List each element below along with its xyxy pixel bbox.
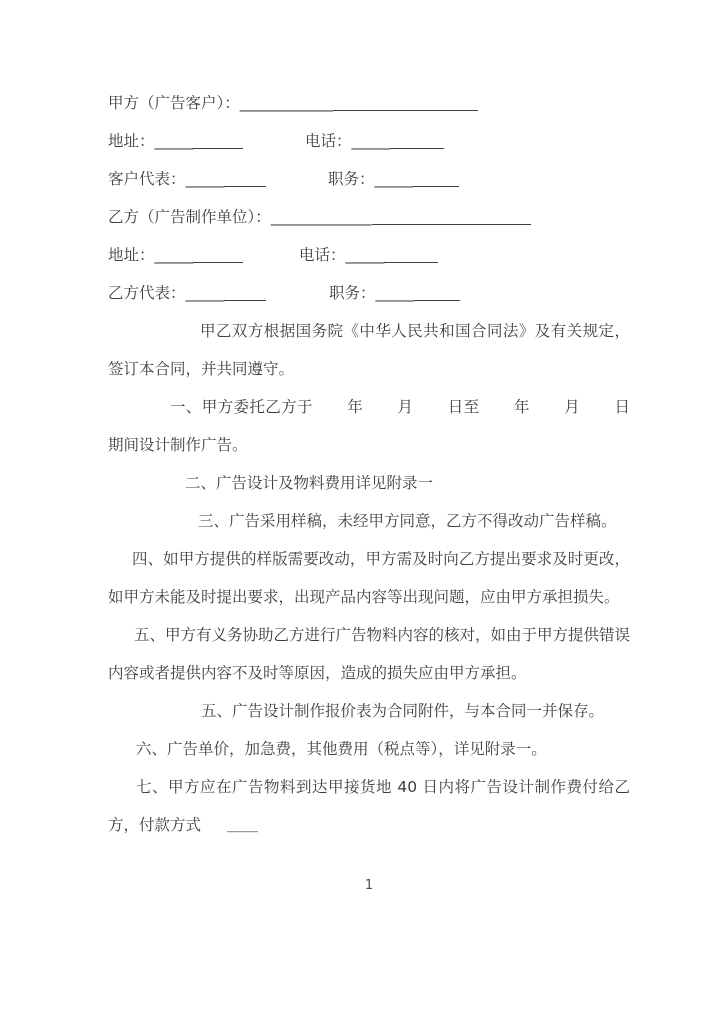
clause-1-tail: 期间设计制作广告。 (108, 436, 248, 454)
phone-blank-dashes: _____ (345, 246, 385, 264)
clause-7-body: 七、甲方应在广告物料到达甲接货地 40 日内将广告设计制作费付给乙方，付款方式 (108, 778, 630, 834)
phone-label: 电话： (299, 246, 346, 264)
payment-blank: ＿＿ (227, 816, 259, 834)
party-a-rep-pair (108, 170, 266, 188)
party-b-duty-pair (329, 274, 460, 312)
party-a-rep-row (108, 160, 630, 198)
party-a-duty-pair (328, 160, 459, 198)
party-b-line (108, 198, 630, 236)
rep-blank-dashes: _____ (185, 284, 225, 302)
address-blank-dashes: _____ (154, 246, 194, 264)
date-blank-month-2 (530, 396, 564, 416)
month-label-2: 月 (563, 398, 581, 416)
address-blank-line (193, 258, 243, 263)
phone-blank-dashes: _____ (351, 132, 391, 150)
rep-blank-line (224, 182, 266, 187)
address-label: 地址： (108, 246, 155, 264)
clause-5b-paragraph: 五、广告设计制作报价表为合同附件，与本合同一并保存。 (201, 702, 605, 720)
duty-label: 职务： (329, 284, 376, 302)
day-label-2: 日 (614, 398, 630, 416)
clause-1-prefix: 一、甲方委托乙方于 (170, 398, 313, 416)
page-number: 1 (364, 878, 374, 893)
party-a-phone-pair (305, 122, 444, 160)
clause-7-paragraph (108, 768, 630, 844)
rep-label: 乙方代表： (108, 284, 186, 302)
year-label-1: 年 (346, 398, 364, 416)
duty-label: 职务： (328, 170, 375, 188)
clause-6-paragraph: 六、广告单价，加急费，其他费用（税点等），详见附录一。 (136, 740, 547, 758)
party-a-address-pair (108, 132, 243, 150)
party-b-label: 乙方（广告制作单位）： (108, 208, 271, 226)
clause-1-paragraph (108, 388, 630, 464)
party-a-line (108, 84, 630, 122)
date-blank-year-2 (480, 396, 514, 416)
clause-3-paragraph: 三、广告采用样稿，未经甲方同意，乙方不得改动广告样稿。 (198, 512, 617, 530)
date-blank-day-2 (580, 396, 614, 416)
duty-blank-line (414, 296, 460, 301)
clause-5-paragraph: 五、甲方有义务协助乙方进行广告物料内容的核对，如由于甲方提供错误内容或者提供内容不及时等原因，造成的损失应由甲方承担。 (108, 626, 631, 682)
address-blank-dashes: _____ (154, 132, 194, 150)
date-blank-day-1 (413, 396, 447, 416)
preamble-paragraph: 甲乙双方根据国务院《中华人民共和国合同法》及有关规定，签订本合同，并共同遵守。 (108, 322, 630, 378)
party-a-blank-line (333, 106, 478, 111)
party-b-rep-pair (108, 284, 266, 302)
party-b-blank-dashes: _____________ (270, 208, 372, 226)
clause-2-paragraph: 二、广告设计及物料费用详见附录一 (185, 474, 434, 492)
party-b-address-row (108, 236, 630, 274)
day-to-label: 日至 (447, 398, 480, 416)
party-b-rep-row (108, 274, 630, 312)
address-label: 地址： (108, 132, 155, 150)
address-blank-line (193, 144, 243, 149)
party-b-phone-pair (299, 236, 438, 274)
party-b-address-pair (108, 246, 243, 264)
party-a-blank-dashes: ____________ (239, 94, 333, 112)
rep-label: 客户代表： (108, 170, 186, 188)
rep-blank-dashes: _____ (185, 170, 225, 188)
phone-label: 电话： (305, 132, 352, 150)
duty-blank-line (413, 182, 459, 187)
clause-4-paragraph: 四、如甲方提供的样版需要改动，甲方需及时向乙方提出要求及时更改，如甲方未能及时提出要求，出现产品内容等出现问题，应由甲方承担损失。 (108, 550, 630, 606)
phone-blank-line (390, 144, 444, 149)
rep-blank-line (224, 296, 266, 301)
phone-blank-line (384, 258, 438, 263)
date-blank-month-1 (363, 396, 397, 416)
duty-blank-dashes: _____ (375, 284, 415, 302)
party-a-label: 甲方（广告客户）： (108, 94, 240, 112)
year-label-2: 年 (513, 398, 530, 416)
duty-blank-dashes: _____ (374, 170, 414, 188)
party-a-address-row (108, 122, 630, 160)
party-b-blank-line (372, 220, 531, 225)
month-label-1: 月 (397, 398, 414, 416)
date-blank-year-1 (313, 396, 347, 416)
